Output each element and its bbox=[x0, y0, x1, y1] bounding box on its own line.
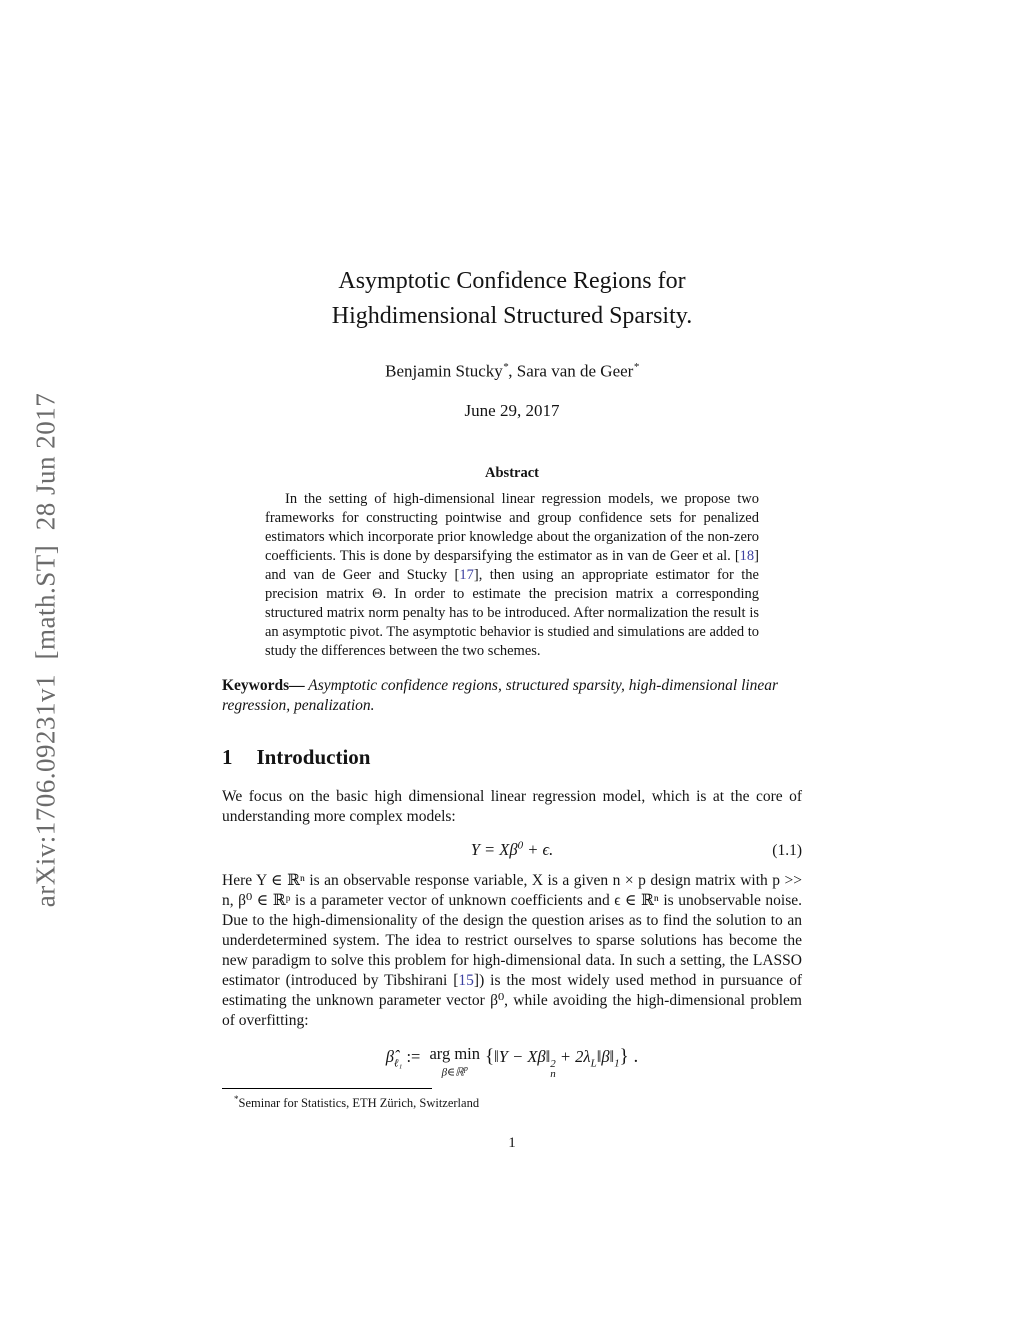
keywords bbox=[222, 676, 802, 716]
arxiv-watermark: arXiv:1706.09231v1 [math.ST] 28 Jun 2017 bbox=[30, 392, 61, 908]
paper-title bbox=[222, 0, 802, 334]
abstract-text-part2: ] and van de Geer and Stucky [ bbox=[265, 547, 759, 583]
page-number: 1 bbox=[508, 1134, 516, 1151]
equation-model-body: $Y = X\beta^0 + \epsilon$. bbox=[470, 839, 554, 860]
intro-paragraph-2 bbox=[222, 871, 802, 1031]
abstract-text-part1: In the setting of high-dimensional linear regression models, we propose two frameworks for constructing pointwise and group confidence sets for penalized estimators which incorporate prior knowledge about the organization of the non-zero coefficients. This is done by desparsifying the estimator as in van de Geer et al. [ bbox=[265, 490, 759, 564]
equation-model-number: (1.1) bbox=[772, 841, 802, 859]
authors bbox=[222, 361, 802, 382]
intro-paragraph-2-part1: Here Y ∈ ℝⁿ is an observable response variable, X is a given n × p design matrix with p >> n, β⁰ ∈ ℝᵖ is a parameter vector of unknown coefficients and ϵ ∈ ℝⁿ is unobservable noise. Due to the high-dimensionality of the design the question arises as to find the solution to an underdetermined system. The idea to restrict ourselves to sparse solutions has become the new paradigm to solve this problem for high-dimensional data. In such a setting, the LASSO estimator (introduced by Tibshirani [ bbox=[222, 872, 802, 990]
equation-lasso bbox=[222, 1044, 802, 1079]
citation-link-15[interactable]: 15 bbox=[458, 972, 474, 990]
intro-paragraph-2-part2: ]) is the most widely used method in pursuance of estimating the unknown parameter vector β⁰, while avoiding the high-dimensional problem of overfitting: bbox=[222, 972, 802, 1030]
equation-lasso-body: $\betâ_{\ell_1}$ := arg min β∈ℝ$^p$ {‖Y − Xβ‖ 2 n + $2\lambda_L‖\beta‖_1$} . bbox=[385, 1044, 639, 1080]
footnote-mark: * bbox=[234, 1093, 239, 1104]
section-heading-introduction bbox=[222, 745, 802, 770]
author-2-footnote-mark: * bbox=[633, 361, 639, 373]
keywords-text: Asymptotic confidence regions, structured sparsity, high-dimensional linear regression, penalization. bbox=[222, 676, 779, 714]
paper-title-line2: Highdimensional Structured Sparsity. bbox=[331, 303, 693, 329]
footnote-rule bbox=[222, 1088, 432, 1089]
citation-link-18[interactable]: 18 bbox=[739, 547, 755, 564]
abstract-text-part3: ], then using an appropriate estimator for the precision matrix Θ. In order to estimate the precision matrix a corresponding structured matrix norm penalty has to be introduced. After normalization the result is an asymptotic pivot. The asymptotic behavior is studied and simulations are added to study the differences between the two schemes. bbox=[265, 566, 759, 659]
keywords-label: Keywords— bbox=[222, 676, 305, 694]
author-1-footnote-mark: * bbox=[502, 361, 509, 373]
abstract-section bbox=[222, 465, 802, 661]
paper-page bbox=[222, 0, 802, 1152]
citation-link-17[interactable]: 17 bbox=[459, 566, 474, 583]
footnote-block bbox=[222, 1088, 802, 1111]
author-2: , Sara van de Geer bbox=[508, 361, 634, 381]
paper-date: June 29, 2017 bbox=[464, 400, 560, 420]
paper-title-line1: Asymptotic Confidence Regions for bbox=[338, 268, 686, 294]
equation-model bbox=[222, 840, 802, 861]
footnote-text: *Seminar for Statistics, ETH Zürich, Switzerland bbox=[234, 1093, 480, 1110]
argmin-operator: arg min β∈ℝ$^p$ bbox=[429, 1044, 481, 1079]
author-1: Benjamin Stucky bbox=[385, 361, 503, 381]
section-title: Introduction bbox=[256, 744, 371, 769]
section-number: 1 bbox=[222, 744, 233, 769]
abstract-heading: Abstract bbox=[485, 464, 539, 481]
abstract-text bbox=[265, 490, 759, 661]
intro-paragraph-1: We focus on the basic high dimensional linear regression model, which is at the core of understanding more complex models: bbox=[222, 787, 802, 825]
